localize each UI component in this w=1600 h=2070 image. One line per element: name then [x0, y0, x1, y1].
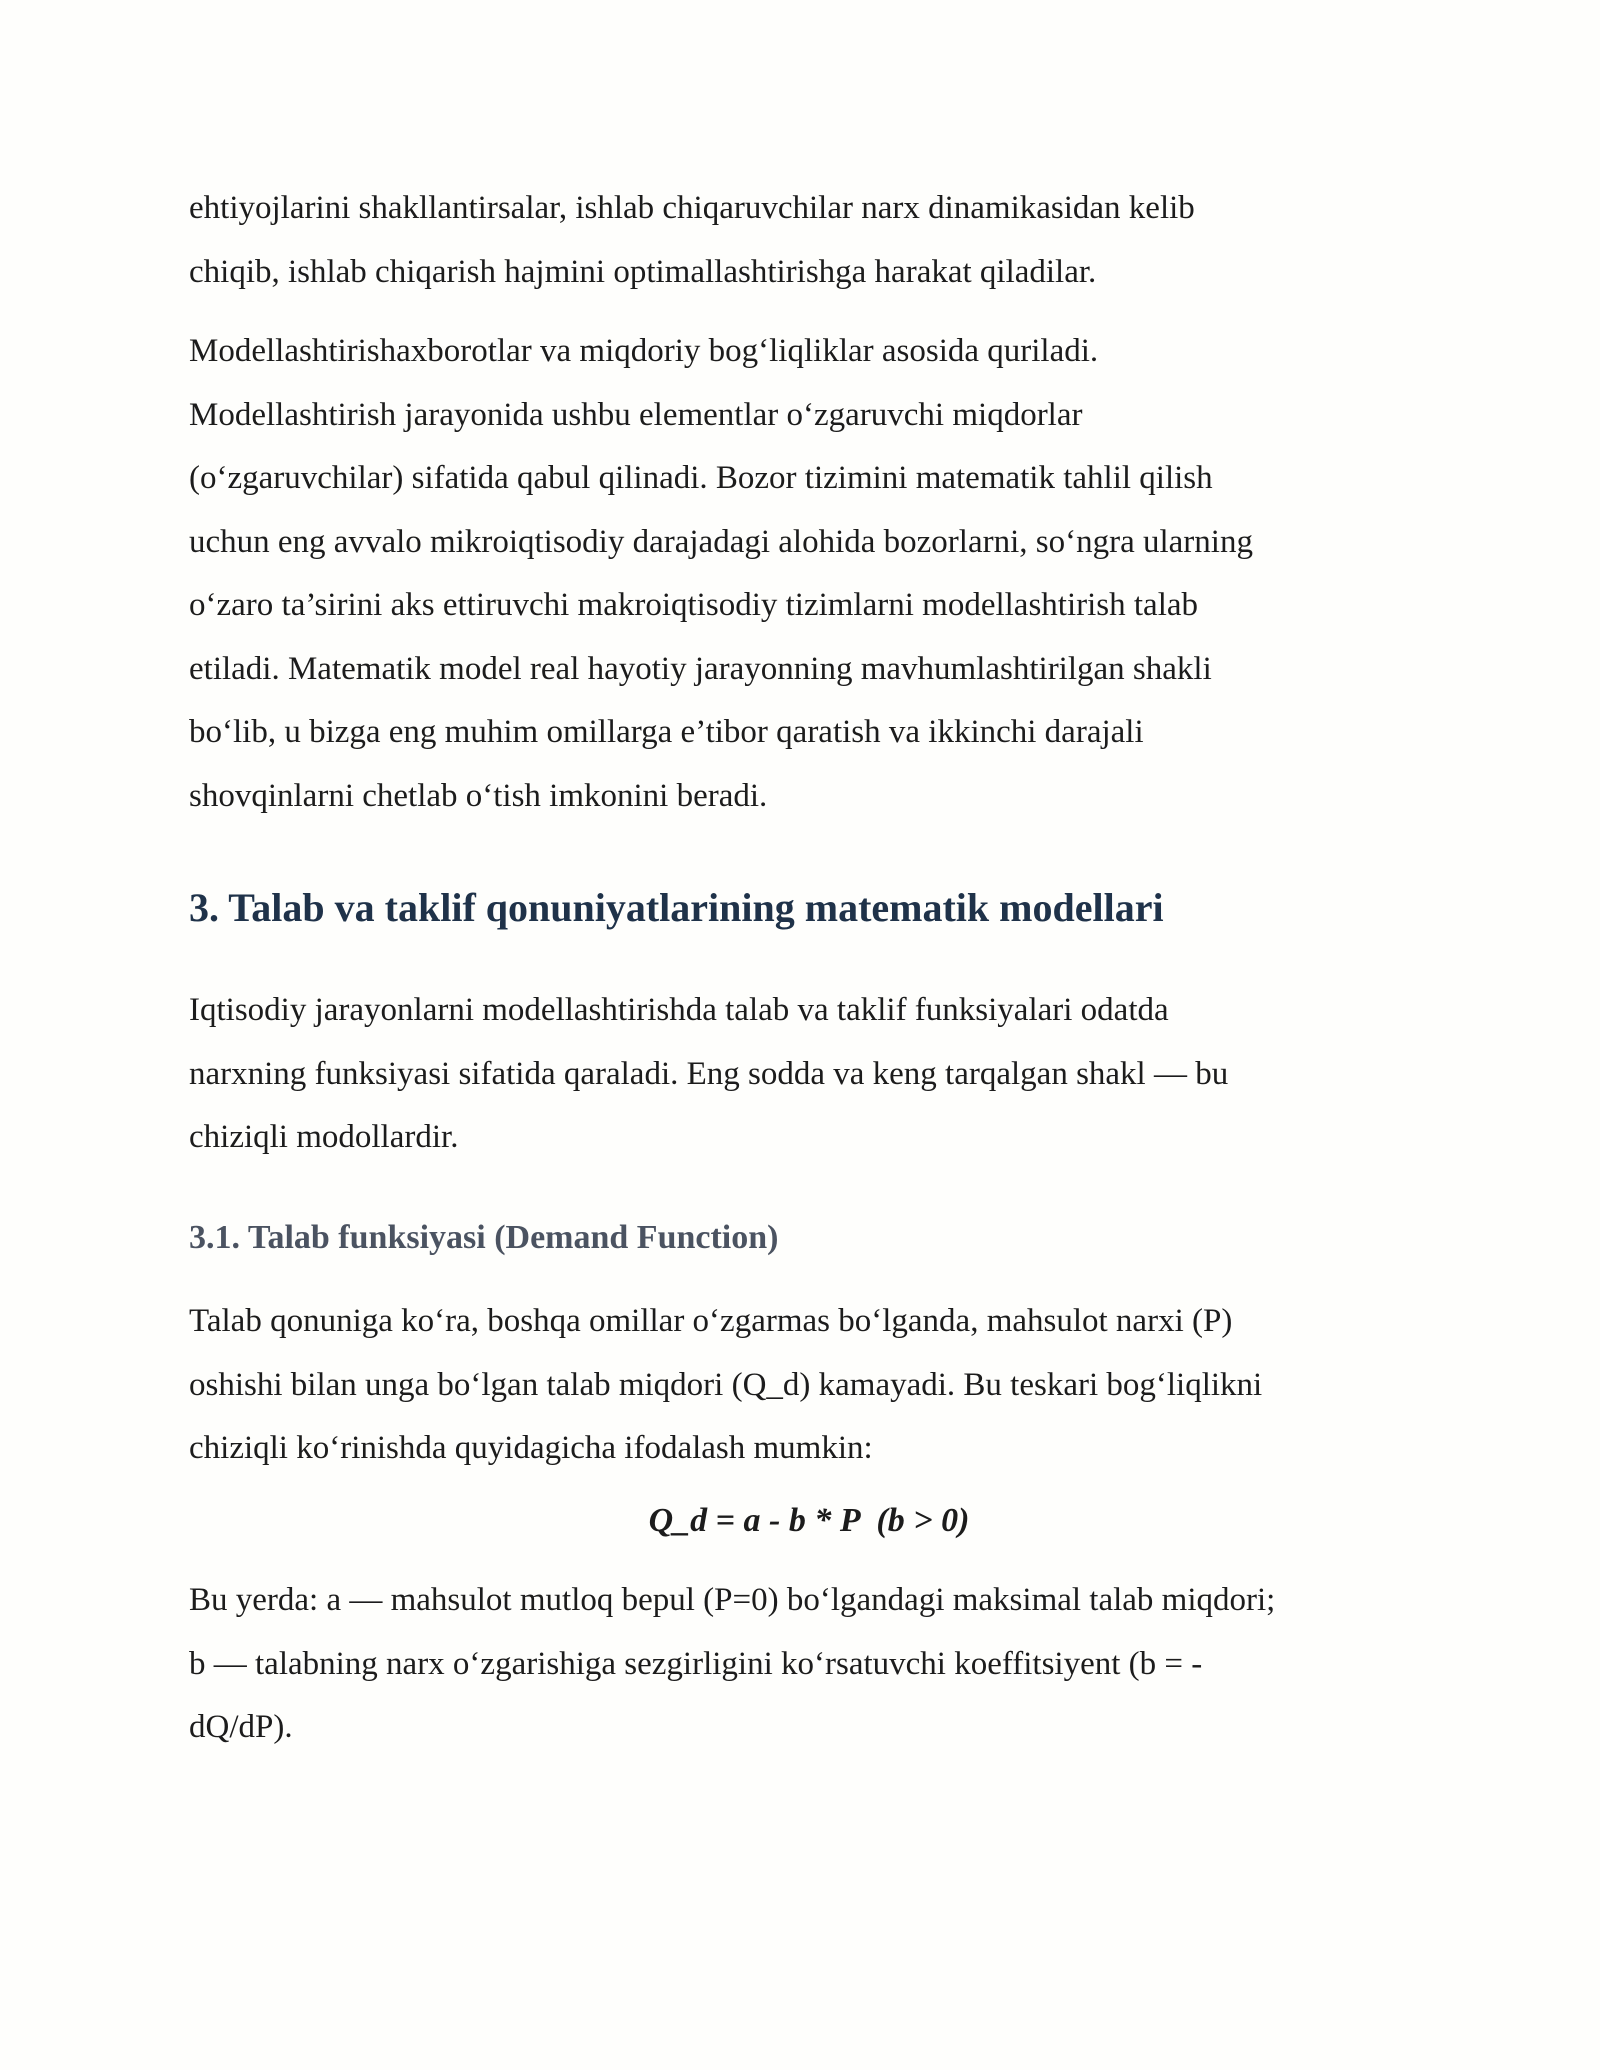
text-line: ehtiyojlarini shakllantirsalar, ishlab chiqaruvchilar narx dinamikasidan kelib	[189, 190, 1195, 226]
section-heading: 3. Talab va taklif qonuniyatlarining matematik modellari	[189, 885, 1164, 930]
text-line: uchun eng avvalo mikroiqtisodiy darajadagi alohida bozorlarni, so‘ngra ularning	[189, 523, 1253, 560]
subsection-heading: 3.1. Talab funksiyasi (Demand Function)	[189, 1219, 779, 1256]
text-line: chiziqli ko‘rinishda quyidagicha ifodalash mumkin:	[189, 1430, 873, 1466]
paragraph-demand-law	[189, 1290, 1429, 1481]
text-line: bo‘lib, u bizga eng muhim omillarga e’tibor qaratish va ikkinchi darajali	[189, 714, 1144, 750]
text-line: dQ/dP).	[189, 1709, 293, 1745]
demand-formula: Q_d = a - b * P (b > 0)	[648, 1502, 970, 1539]
paragraph-modelling	[189, 320, 1429, 828]
text-line: (o‘zgaruvchilar) sifatida qabul qilinadi. Bozor tizimini matematik tahlil qilish	[189, 460, 1213, 496]
text-line: Modellashtirish jarayonida ushbu elementlar o‘zgaruvchi miqdorlar	[189, 396, 1083, 433]
text-line: oshishi bilan unga bo‘lgan talab miqdori (Q_d) kamayadi. Bu teskari bog‘liqlikni	[189, 1366, 1263, 1403]
text-line: shovqinlarni chetlab o‘tish imkonini beradi.	[189, 777, 768, 814]
text-line: Bu yerda: a — mahsulot mutloq bepul (P=0) bo‘lgandagi maksimal talab miqdori;	[189, 1582, 1276, 1618]
paragraph-functions	[189, 979, 1429, 1170]
text-line: narxning funksiyasi sifatida qaraladi. Eng sodda va keng tarqalgan shakl — bu	[189, 1055, 1229, 1092]
text-line: chiziqli modollardir.	[189, 1119, 459, 1155]
text-line: etiladi. Matematik model real hayotiy jarayonning mavhumlashtirilgan shakli	[189, 650, 1212, 687]
text-line: Modellashtirishaxborotlar va miqdoriy bog‘liqliklar asosida quriladi.	[189, 333, 1099, 369]
text-line: b — talabning narx o‘zgarishiga sezgirligini ko‘rsatuvchi koeffitsiyent (b = -	[189, 1645, 1203, 1682]
text-line: o‘zaro ta’sirini aks ettiruvchi makroiqtisodiy tizimlarni modellashtirish talab	[189, 587, 1199, 623]
text-line: Iqtisodiy jarayonlarni modellashtirishda talab va taklif funksiyalari odatda	[189, 992, 1169, 1028]
paragraph-intro-continuation	[189, 177, 1429, 304]
text-line: Talab qonuniga ko‘ra, boshqa omillar o‘zgarmas bo‘lganda, mahsulot narxi (P)	[189, 1303, 1233, 1339]
paragraph-definitions	[189, 1569, 1429, 1760]
text-line: chiqib, ishlab chiqarish hajmini optimallashtirishga harakat qiladilar.	[189, 253, 1097, 290]
